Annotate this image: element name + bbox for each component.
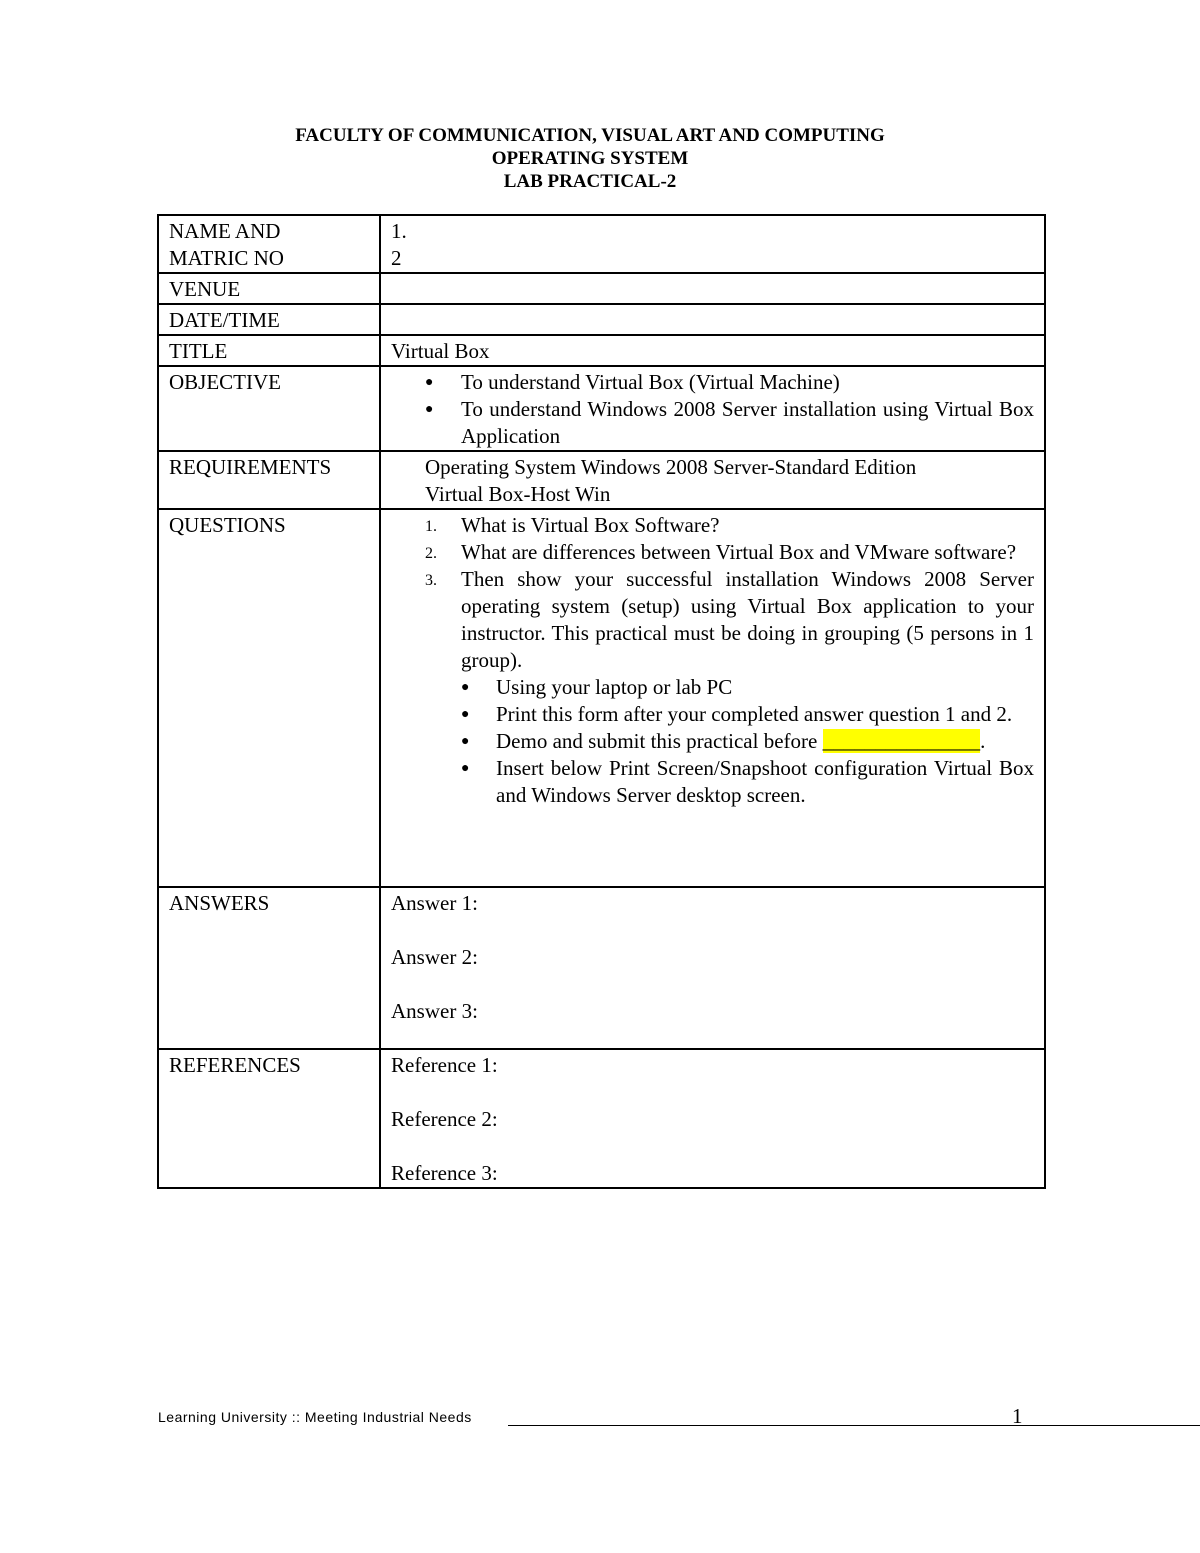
- datetime-field[interactable]: [380, 304, 1045, 335]
- instruction-item: ● Demo and submit this practical before _______________.: [391, 728, 1034, 755]
- requirement-item: Operating System Windows 2008 Server-Standard Edition: [425, 455, 917, 479]
- venue-row: [158, 273, 1045, 304]
- answer-line: Answer 1:: [391, 891, 478, 915]
- objective-list: [391, 369, 1034, 450]
- question-item: [391, 512, 1034, 539]
- questions-label: QUESTIONS: [158, 509, 380, 887]
- title-value: Virtual Box: [380, 335, 1045, 366]
- answers-field[interactable]: [380, 887, 1045, 1049]
- instruction-item: ● Insert below Print Screen/Snapshoot configuration Virtual Box and Windows Server desktop screen.: [391, 755, 1034, 809]
- reference-line: Reference 1:: [391, 1053, 498, 1077]
- page-number: 1: [1012, 1404, 1023, 1428]
- objective-item: ● To understand Virtual Box (Virtual Machine): [391, 369, 1034, 396]
- question-text: What are differences between Virtual Box and VMware software?: [461, 540, 1017, 564]
- question-item: [391, 539, 1034, 566]
- questions-value: [380, 509, 1045, 887]
- reference-line: Reference 2:: [391, 1107, 498, 1131]
- venue-label: VENUE: [158, 273, 380, 304]
- objective-value: [380, 366, 1045, 451]
- title-row: [158, 335, 1045, 366]
- answers-label: ANSWERS: [158, 887, 380, 1049]
- lab-form-table: [157, 214, 1046, 1189]
- answers-row: [158, 887, 1045, 1049]
- reference-line: Reference 3:: [391, 1161, 498, 1185]
- member-1-line: 1.: [391, 219, 407, 243]
- question-number: 3.: [425, 572, 437, 589]
- answer-line: Answer 3:: [391, 999, 478, 1023]
- name-matric-row: [158, 215, 1045, 273]
- venue-field[interactable]: [380, 273, 1045, 304]
- footer-tagline: Learning University :: Meeting Industrial Needs: [158, 1409, 472, 1425]
- datetime-label: DATE/TIME: [158, 304, 380, 335]
- references-row: [158, 1049, 1045, 1188]
- instruction-item: ● Using your laptop or lab PC: [391, 674, 1034, 701]
- course-title: OPERATING SYSTEM: [491, 148, 689, 169]
- member-2-line: 2: [391, 246, 402, 270]
- references-label: REFERENCES: [158, 1049, 380, 1188]
- document-header: [0, 124, 1180, 193]
- deadline-blank[interactable]: _______________: [822, 729, 981, 753]
- question-number: 2.: [425, 545, 437, 562]
- instruction-list: [391, 674, 1034, 809]
- requirements-value: [380, 451, 1045, 509]
- question-item: [391, 566, 1034, 674]
- question-number: 1.: [425, 518, 437, 535]
- instruction-item: ● Print this form after your completed answer question 1 and 2.: [391, 701, 1034, 728]
- title-label: TITLE: [158, 335, 380, 366]
- question-text: Then show your successful installation Windows 2008 Server operating system (setup) using Virtual Box application to your instructor. This practical must be doing in grouping (5 persons in 1 group).: [461, 567, 1034, 672]
- requirements-row: [158, 451, 1045, 509]
- questions-row: [158, 509, 1045, 887]
- requirement-item: Virtual Box-Host Win: [425, 482, 611, 506]
- footer-rule: [508, 1425, 1200, 1426]
- question-list: [391, 512, 1034, 674]
- name-matric-label: NAME AND MATRIC NO: [158, 215, 380, 273]
- references-field[interactable]: [380, 1049, 1045, 1188]
- objective-row: [158, 366, 1045, 451]
- practical-title: LAB PRACTICAL-2: [503, 171, 677, 192]
- datetime-row: [158, 304, 1045, 335]
- page-footer: [158, 1408, 1028, 1432]
- answer-line: Answer 2:: [391, 945, 478, 969]
- requirements-label: REQUIREMENTS: [158, 451, 380, 509]
- faculty-title: FACULTY OF COMMUNICATION, VISUAL ART AND COMPUTING: [295, 125, 885, 146]
- name-matric-field[interactable]: [380, 215, 1045, 273]
- question-text: What is Virtual Box Software?: [461, 513, 720, 537]
- objective-item: ● To understand Windows 2008 Server installation using Virtual Box Application: [391, 396, 1034, 450]
- objective-label: OBJECTIVE: [158, 366, 380, 451]
